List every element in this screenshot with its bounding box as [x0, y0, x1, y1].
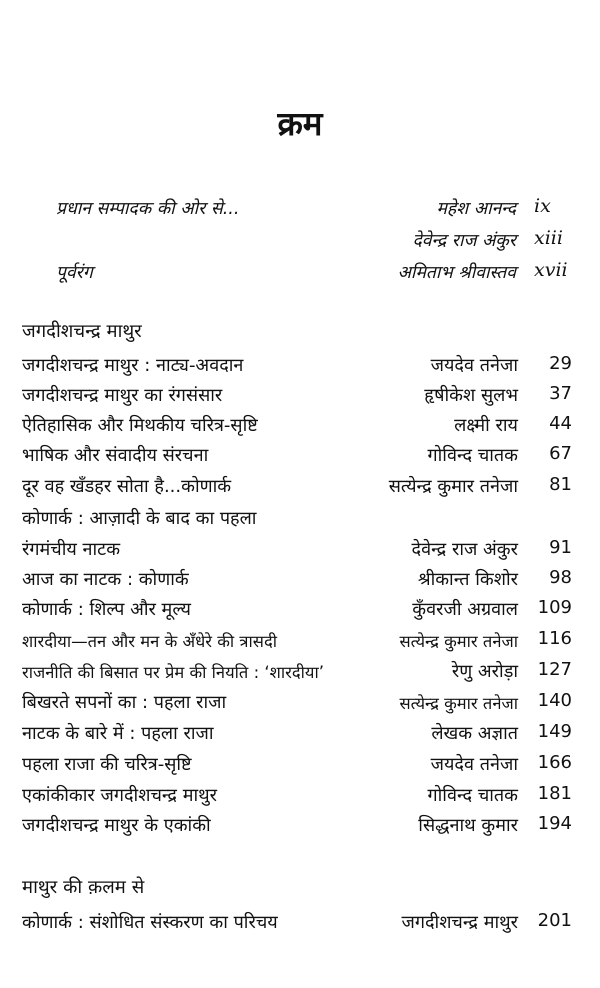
entry-title: दूर वह खँडहर सोता है...कोणार्क [22, 476, 232, 497]
toc-row [0, 659, 600, 689]
entry-title: नाटक के बारे में : पहला राजा [22, 723, 214, 744]
toc-row [0, 910, 600, 940]
entry-page: ix [534, 195, 551, 217]
toc-row [0, 443, 600, 473]
toc-row [0, 474, 600, 504]
entry-author: गोविन्द चातक [427, 785, 518, 806]
entry-title: ऐतिहासिक और मिथकीय चरित्र-सृष्टि [22, 415, 258, 436]
entry-page: 91 [549, 537, 572, 558]
toc-row [0, 413, 600, 443]
entry-page: 116 [537, 628, 572, 649]
entry-title: प्रधान सम्पादक की ओर से... [56, 199, 240, 219]
toc-row [0, 567, 600, 597]
entry-page: 81 [549, 474, 572, 495]
entry-title: एकांकीकार जगदीशचन्द्र माथुर [22, 785, 218, 806]
toc-row [0, 721, 600, 751]
entry-author: महेश आनन्द [436, 199, 516, 219]
entry-page: 67 [549, 443, 572, 464]
toc-row [0, 752, 600, 782]
entry-author: हृषीकेश सुलभ [424, 385, 518, 406]
entry-page: 37 [549, 383, 572, 404]
entry-author: लक्ष्मी राय [454, 415, 518, 436]
toc-row [0, 813, 600, 843]
entry-title: कोणार्क : शिल्प और मूल्य [22, 599, 191, 620]
entry-author: लेखक अज्ञात [431, 723, 518, 744]
entry-title: जगदीशचन्द्र माथुर के एकांकी [22, 815, 211, 836]
entry-author: सत्येन्द्र कुमार तनेजा [399, 632, 518, 651]
entry-author: देवेन्द्र राज अंकुर [412, 231, 516, 251]
toc-row [0, 597, 600, 627]
entry-author: सत्येन्द्र कुमार तनेजा [399, 694, 518, 713]
front-matter-row [0, 260, 600, 290]
toc-row [0, 383, 600, 413]
entry-title: रंगमंचीय नाटक [22, 539, 121, 560]
entry-title: पहला राजा की चरित्र-सृष्टि [22, 754, 192, 775]
entry-title: शारदीया—तन और मन के अँधेरे की त्रासदी [22, 632, 277, 651]
entry-author: श्रीकान्त किशोर [417, 569, 518, 590]
entry-author: अमिताभ श्रीवास्तव [397, 263, 516, 283]
toc-row [0, 506, 600, 536]
entry-author: सत्येन्द्र कुमार तनेजा [388, 476, 518, 497]
section-heading: जगदीशचन्द्र माथुर [22, 321, 142, 342]
entry-page: xiii [534, 227, 563, 249]
entry-author: कुँवरजी अग्रवाल [412, 599, 518, 620]
entry-page: 109 [537, 597, 572, 618]
entry-title: आज का नाटक : कोणार्क [22, 569, 189, 590]
entry-title: बिखरते सपनों का : पहला राजा [22, 692, 227, 713]
entry-title: जगदीशचन्द्र माथुर का रंगसंसार [22, 385, 223, 406]
entry-page: xvii [534, 259, 568, 281]
toc-row [0, 537, 600, 567]
front-matter-row [0, 196, 600, 226]
entry-author: देवेन्द्र राज अंकुर [411, 539, 518, 560]
entry-author: जयदेव तनेजा [430, 754, 518, 775]
entry-page: 194 [537, 813, 572, 834]
entry-page: 44 [549, 413, 572, 434]
entry-title: पूर्वरंग [56, 263, 93, 283]
entry-author: गोविन्द चातक [427, 445, 518, 466]
entry-author: जयदेव तनेजा [430, 355, 518, 376]
entry-title: जगदीशचन्द्र माथुर : नाट्य-अवदान [22, 355, 244, 376]
entry-page: 201 [537, 910, 572, 931]
toc-row [0, 690, 600, 720]
page-title: क्रम [277, 104, 323, 143]
entry-title: राजनीति की बिसात पर प्रेम की नियति : ‘शारदीया’ [22, 663, 324, 682]
entry-author: रेणु अरोड़ा [451, 661, 518, 682]
front-matter-row [0, 228, 600, 258]
entry-page: 29 [549, 353, 572, 374]
toc-row [0, 353, 600, 383]
entry-page: 98 [549, 567, 572, 588]
toc-row [0, 783, 600, 813]
section-heading: माथुर की क़लम से [22, 877, 145, 898]
entry-page: 140 [537, 690, 572, 711]
toc-row [0, 628, 600, 658]
entry-page: 181 [537, 783, 572, 804]
entry-page: 149 [537, 721, 572, 742]
entry-page: 166 [537, 752, 572, 773]
entry-author: जगदीशचन्द्र माथुर [401, 912, 518, 933]
entry-author: सिद्धनाथ कुमार [418, 815, 518, 836]
entry-page: 127 [537, 659, 572, 680]
entry-title: कोणार्क : आज़ादी के बाद का पहला [22, 508, 257, 529]
entry-title: भाषिक और संवादीय संरचना [22, 445, 209, 466]
entry-title: कोणार्क : संशोधित संस्करण का परिचय [22, 912, 278, 933]
